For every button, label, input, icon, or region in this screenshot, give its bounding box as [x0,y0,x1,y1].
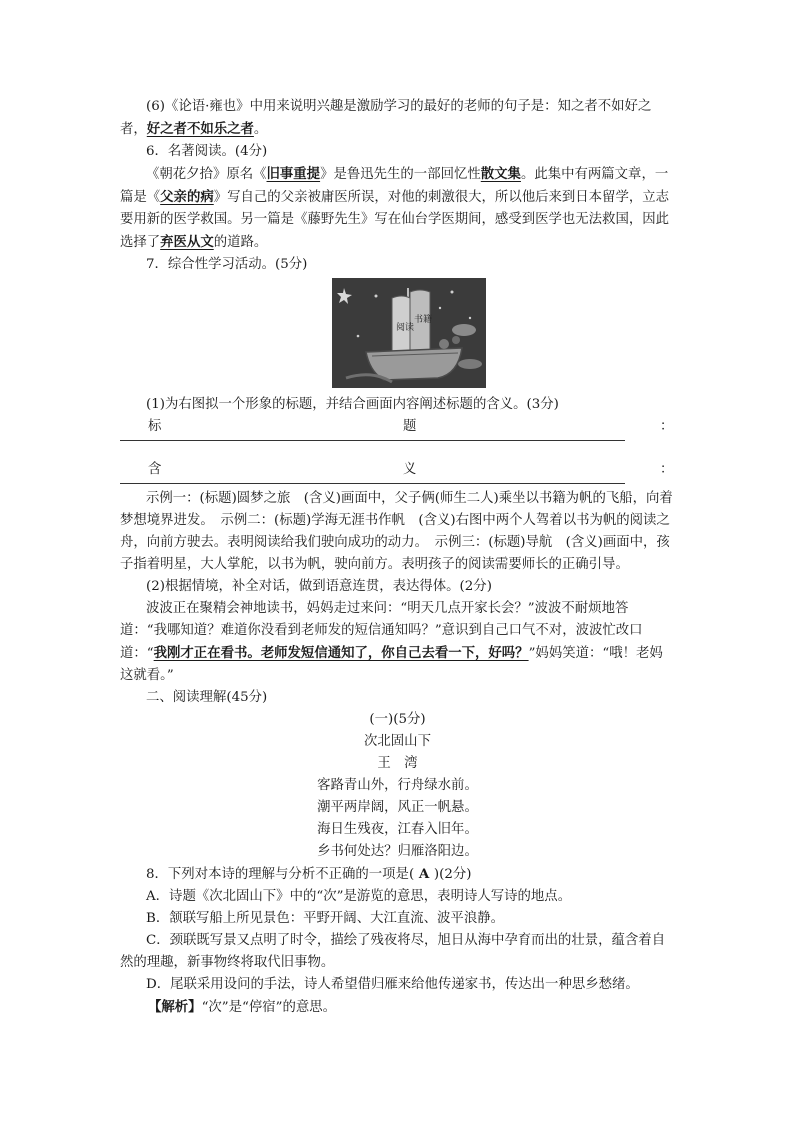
answer-line [120,440,625,441]
answer: 父亲的病 [160,189,214,205]
book-sail-ship-illustration [332,278,486,388]
poem-line: 客路青山外，行舟绿水前。 [317,778,478,793]
q7-2: (2)根据情境，补全对话，做到语意连贯，表达得体。(2分) [146,579,492,594]
sail-text-left: 阅读 [396,323,415,333]
section-2-title: 二、阅读理解(45分) [146,690,268,705]
answer: 弃医从文 [160,234,214,250]
poem-line: 海日生残夜，江春入旧年。 [317,822,478,837]
q7-2-dialog: 波波正在聚精会神地读书，妈妈走过来问：“明天几点开家长会？”波波不耐烦地答道：“我哪知道？难道你没看到老师发的短信通知吗？”意识到自己口气不对，波波忙改口道：“我刚才正在看书。老师发短信通知了，你自己去看一下，好吗？”妈妈笑道：“哦！老妈这就看。” [120,601,663,683]
q6-body: 《朝花夕拾》原名《旧事重提》是鲁迅先生的一部回忆性散文集。此集中有两篇文章，一篇是《父亲的病》写自己的父亲被庸医所误，对他的刺激很大，所以他后来到日本留学，立志要用新的医学救国。另一篇是《藤野先生》写在仙台学医期间，感受到医学也无法救国，因此选择了弃医从文的道路。 [120,166,670,250]
answer: A [414,866,434,882]
meaning-answer-row: 含 义 ： [148,462,674,477]
q7-1-examples: 示例一：(标题)圆梦之旅 (含义)画面中，父子俩(师生二人)乘坐以书籍为帆的飞船，向着梦想境界进发。 示例二：(标题)学海无涯书作帆 (含义)右图中两个人驾着以书为帆的阅读之舟，向前方驶去。表明阅读给我们驶向成功的动力。 示例三：(标题)导航 (含义)画面中，孩子指着明星，大人掌舵，以书为帆，驶向前方。表明孩子的阅读需要师长的正确引导。 [120,491,673,572]
q8-analysis: 【解析】“次”是“停宿”的意思。 [148,999,337,1015]
poem-line: 乡书何处达？归雁洛阳边。 [317,844,478,859]
q8-option-c: C．颈联既写景又点明了时令，描绘了残夜将尽，旭日从海中孕育而出的壮景，蕴含着自然的理趣，新事物终将取代旧事物。 [120,933,666,970]
poem-line: 潮平两岸阔，风正一帆悬。 [317,800,478,815]
star-icon [469,317,471,319]
title-answer-row: 标 题 ： [148,419,674,434]
q7-1: (1)为右图拟一个形象的标题，并结合画面内容阐述标题的含义。(3分) [146,397,559,412]
q8-stem: 8．下列对本诗的理解与分析不正确的一项是( A )(2分) [146,866,472,882]
sail-text-right: 书籍 [414,315,433,325]
figure-person [452,336,460,344]
answer: 好之者不如乐之者 [146,121,254,137]
star-icon [439,307,441,309]
star-icon [375,295,378,298]
poem-author: 王 湾 [377,756,418,771]
q8-option-d: D．尾联采用设问的手法，诗人希望借归雁来给他传递家书，传达出一种思乡愁绪。 [146,977,639,992]
cloud [458,359,482,369]
q8-option-b: B．颔联写船上所见景色：平野开阔、大江直流、波平浪静。 [146,911,504,926]
cloud [452,324,476,336]
document-page [120,96,675,1019]
answer: 散文集 [480,166,521,182]
q6-title: 6．名著阅读。(4分) [146,144,268,159]
answer-line [120,483,625,484]
answer: 旧事重提 [266,166,321,182]
figure-person [439,339,449,349]
q7-title: 7．综合性学习活动。(5分) [146,257,308,272]
ship-drawing [332,278,486,388]
poem-part: (一)(5分) [369,712,426,727]
answer: 我刚才正在看书。老师发短信通知了，你自己去看一下，好吗？ [153,645,529,661]
poem-title: 次北固山下 [364,734,431,749]
star-icon [451,291,454,294]
star-icon [357,335,360,338]
q6-5: (6)《论语·雍也》中用来说明兴趣是激励学习的最好的老师的句子是：知之者不如好之者，好之者不如乐之者。 [120,99,652,137]
q8-option-a: A．诗题《次北固山下》中的“次”是游览的意思，表明诗人写诗的地点。 [146,889,572,904]
